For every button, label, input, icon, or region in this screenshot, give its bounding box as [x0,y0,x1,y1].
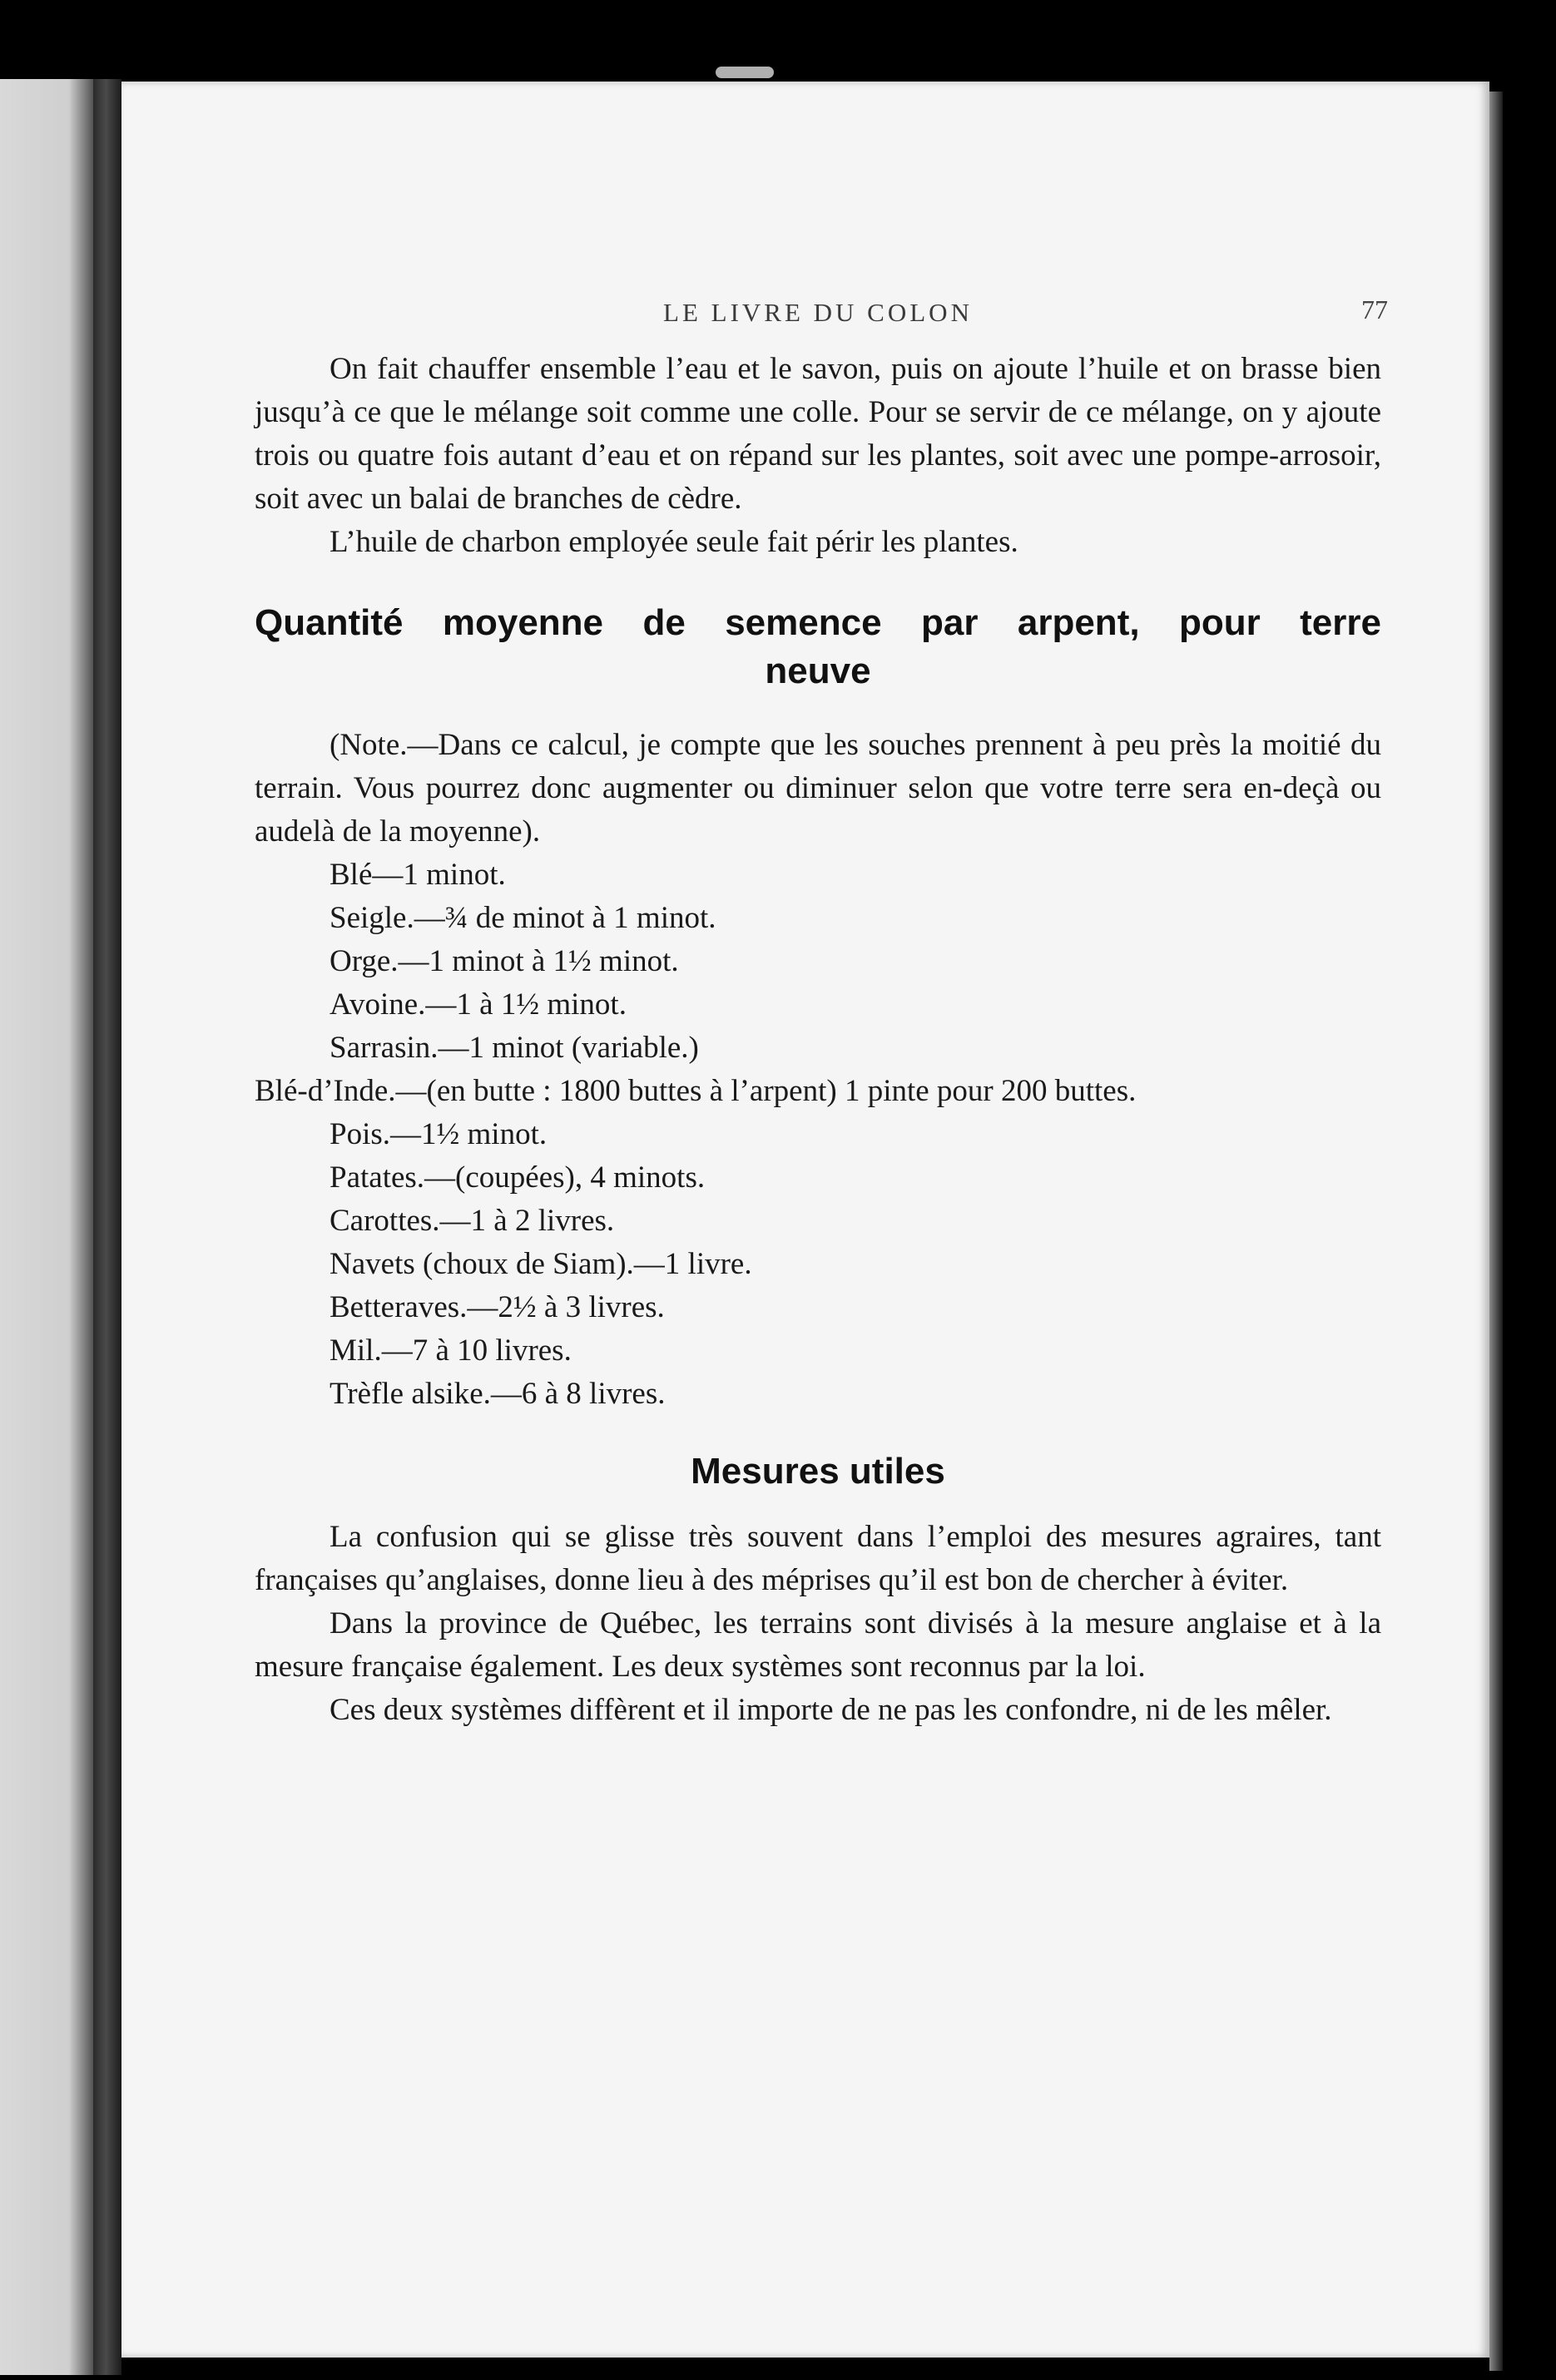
measures-paragraph: Dans la province de Québec, les terrains sont divisés à la mesure anglaise et à la mesure française également. Les deux systèmes sont reconnus par la loi. [255,1606,1381,1684]
seed-item: Carottes.—1 à 2 livres. [330,1204,615,1238]
seed-item: Seigle.—¾ de minot à 1 minot. [330,901,716,935]
note-paragraph: (Note.—Dans ce calcul, je compte que les souches prennent à peu près la moitié du terrain. Vous pourrez donc augmenter ou diminuer selon que votre terre sera en-deçà ou audelà de la moyenne). [255,728,1381,849]
seed-item: Orge.—1 minot à 1½ minot. [330,944,679,978]
book-spine-edge [93,79,121,2375]
seed-item: Betteraves.—2½ à 3 livres. [330,1290,665,1324]
section-title-measures: Mesures utiles [691,1451,945,1492]
scan-mark [716,67,774,78]
book-page [121,82,1489,2358]
seed-item: Blé—1 minot. [330,858,506,892]
seed-item: Avoine.—1 à 1½ minot. [330,987,627,1022]
adjacent-page [0,79,98,2375]
seed-item: Navets (choux de Siam).—1 livre. [330,1247,752,1281]
seed-item: Trèfle alsike.—6 à 8 livres. [330,1377,666,1411]
seed-item-text: Blé-d’Inde.—(en butte : 1800 buttes à l’arpent) 1 pinte pour 200 buttes. [255,1074,1137,1108]
page-number: 77 [1361,294,1388,324]
measures-paragraph: La confusion qui se glisse très souvent dans l’emploi des mesures agraires, tant françaises qu’anglaises, donne lieu à des méprises qu’il est bon de chercher à éviter. [255,1520,1381,1597]
page-right-edge [1489,92,1503,2371]
seed-list [255,854,1381,1416]
running-title: LE LIVRE DU COLON [663,298,973,327]
seed-item: Mil.—7 à 10 livres. [330,1333,572,1368]
measures-paragraph: Ces deux systèmes diffèrent et il importe de ne pas les confondre, ni de les mêler. [330,1693,1332,1727]
page-content [255,294,1388,1732]
intro-paragraph: On fait chauffer ensemble l’eau et le savon, puis on ajoute l’huile et on brasse bien jusqu’à ce que le mélange soit comme une colle. Pour se servir de ce mélange, on y ajoute trois ou quatre fois autant d’eau et on répand sur les plantes, soit avec une pompe-arrosoir, soit avec un balai de branches de cèdre. [255,352,1381,516]
seed-item: Pois.—1½ minot. [330,1117,548,1151]
section-title-seed: Quantité moyenne de semence par arpent, pour terre neuve [255,602,1381,691]
seed-item [255,1070,1381,1113]
seed-item: Patates.—(coupées), 4 minots. [330,1160,706,1195]
seed-item: Sarrasin.—1 minot (variable.) [330,1031,699,1065]
intro-paragraph: L’huile de charbon employée seule fait périr les plantes. [330,525,1018,559]
running-head [255,294,1388,348]
